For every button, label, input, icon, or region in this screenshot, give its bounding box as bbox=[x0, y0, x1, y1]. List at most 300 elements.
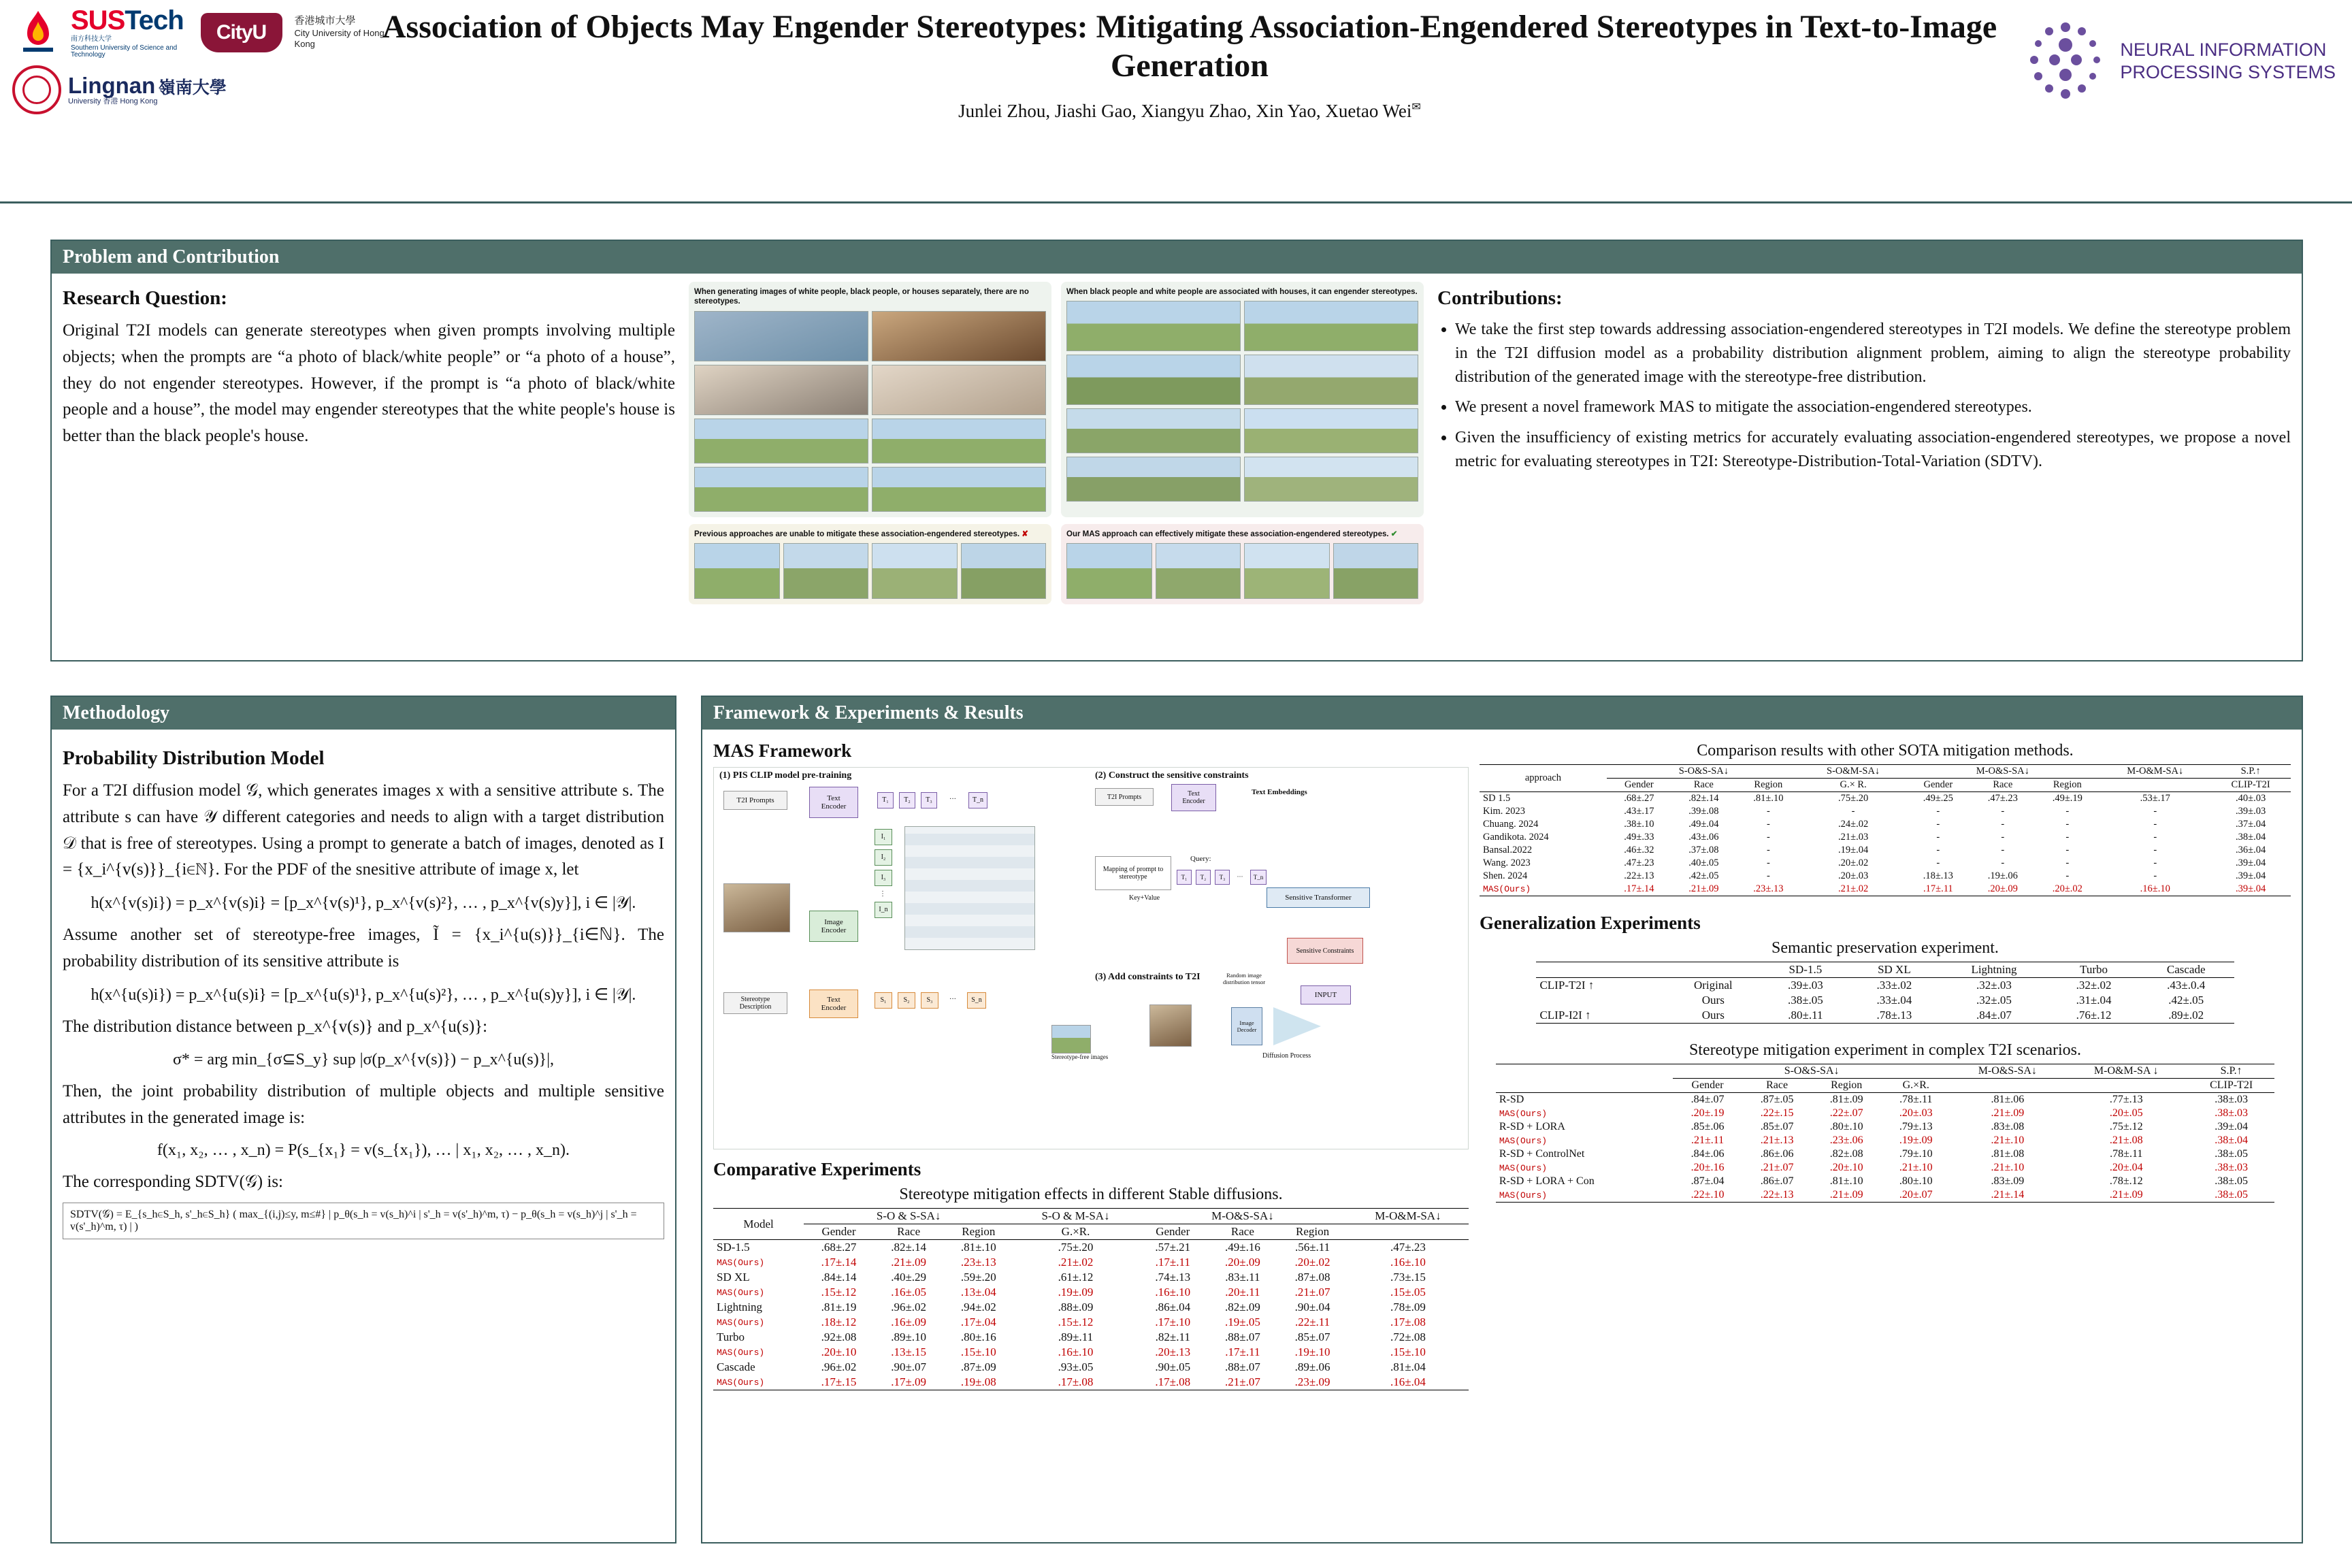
table-cell: .32±.02 bbox=[2076, 979, 2112, 992]
table-cell: .17±.08 bbox=[1058, 1375, 1094, 1388]
table-cell: .17±.11 bbox=[1225, 1345, 1260, 1358]
table-header-row bbox=[1480, 765, 2291, 779]
table-cell: .19±.08 bbox=[960, 1375, 996, 1388]
table-cell: - bbox=[2001, 819, 2005, 830]
table-sd-title: Stereotype mitigation effects in different Stable diffusions. bbox=[899, 1186, 1283, 1203]
row-label: Kim. 2023 bbox=[1483, 806, 1526, 817]
table-cell: .20±.02 bbox=[1294, 1256, 1330, 1269]
table-cell: .17±.09 bbox=[891, 1375, 927, 1388]
table-cell: .74±.13 bbox=[1155, 1271, 1191, 1284]
table-cell: .88±.07 bbox=[1224, 1360, 1260, 1373]
table-cell: .20±.10 bbox=[821, 1345, 857, 1358]
sample-image bbox=[1066, 355, 1241, 405]
table-cell: .17±.11 bbox=[1923, 883, 1953, 894]
column-group-header: approach bbox=[1524, 772, 1561, 783]
table-cell: - bbox=[2001, 806, 2005, 817]
row-label: SD-1.5 bbox=[717, 1241, 750, 1254]
sample-image bbox=[783, 543, 869, 599]
row-label: MAS(Ours) bbox=[1499, 1162, 1548, 1173]
sample-image bbox=[694, 543, 780, 599]
column-group-header: M-O&S-SA↓ bbox=[1978, 1065, 2037, 1077]
table-cell: .96±.02 bbox=[821, 1360, 857, 1373]
table-row bbox=[713, 1315, 1469, 1330]
table-cell: - bbox=[1766, 870, 1770, 881]
table-row bbox=[1480, 805, 2291, 818]
table-row bbox=[713, 1330, 1469, 1345]
panel-methodology-title: Methodology bbox=[52, 697, 675, 730]
row-label: Gandikota. 2024 bbox=[1483, 832, 1549, 843]
table-cell: .75±.20 bbox=[1838, 793, 1869, 804]
sustech-sub: Southern University of Science and Technology bbox=[71, 44, 178, 59]
sample-image bbox=[1333, 543, 1419, 599]
table-cell: .43±.0.4 bbox=[2167, 979, 2206, 992]
table-cell: .21±.10 bbox=[1991, 1134, 2025, 1146]
table-cell: .21±.02 bbox=[1838, 883, 1869, 894]
generalization-heading: Generalization Experiments bbox=[1480, 913, 1701, 933]
table-cell: .18±.12 bbox=[821, 1316, 857, 1328]
column-header: G.× R. bbox=[1840, 779, 1867, 790]
figure-bottom-right-caption bbox=[1066, 529, 1418, 539]
methodology-para2: Assume another set of stereotype-free images, Ĩ = {x_i^{u(s)}}_{i∈ℕ}. The probability distribution of its sensitive attribute is bbox=[63, 926, 664, 970]
table-cell: .77±.13 bbox=[2109, 1094, 2143, 1105]
sample-image bbox=[1066, 457, 1241, 502]
table-cell: .39±.03 bbox=[1787, 979, 1823, 992]
table-cell: .15±.12 bbox=[1058, 1316, 1094, 1328]
table-cell: .38±.05 bbox=[2215, 1189, 2249, 1200]
table-sota-comparison bbox=[1480, 764, 2291, 896]
table-cell: .36±.04 bbox=[2236, 845, 2266, 855]
cityu-en: City University of Hong Kong bbox=[294, 28, 385, 50]
table-cell: .78±.12 bbox=[2109, 1175, 2143, 1187]
table-cell: .21±.13 bbox=[1760, 1134, 1794, 1146]
diagram-stereotype-free: Stereotype-free images bbox=[1051, 1054, 1109, 1060]
diagram-keyvalue: Key+Value bbox=[1129, 894, 1160, 902]
table-row bbox=[713, 1300, 1469, 1315]
table-cell: .82±.11 bbox=[1155, 1330, 1190, 1343]
row-label: Wang. 2023 bbox=[1483, 858, 1531, 868]
table-cell: .15±.10 bbox=[960, 1345, 996, 1358]
table-cell: .80±.11 bbox=[1788, 1009, 1823, 1022]
column-header: Region bbox=[962, 1225, 996, 1238]
row-label: MAS(Ours) bbox=[717, 1347, 765, 1358]
methodology-para1: For a T2I diffusion model 𝒢, which generates images x with a sensitive attribute s. The attribute s can have 𝒴 different categories and needs to align with a target distribution 𝒟 that is free of stereotypes. Using a prompt to generate a batch of images, denoted as I = {x_i^{v(s)}}_{i∈ℕ}. For the PDF of the snesitive attribute of image x, let bbox=[63, 781, 664, 879]
figure-top-left bbox=[689, 282, 1051, 517]
table-complex-scenarios bbox=[1496, 1064, 2274, 1203]
diagram-t2i-prompts-2: T2I Prompts bbox=[1095, 788, 1154, 806]
header-divider bbox=[0, 201, 2352, 203]
figure-bottom-right bbox=[1061, 524, 1424, 604]
diagram-output-image bbox=[1149, 1004, 1192, 1047]
diagram-free-image bbox=[1051, 1025, 1091, 1054]
neurips-line1: NEURAL INFORMATION bbox=[2120, 39, 2327, 61]
diagram-random-noise: Random image distribution tensor bbox=[1222, 972, 1266, 985]
table-cell: .20±.10 bbox=[1829, 1162, 1863, 1173]
table-cell: .85±.07 bbox=[1294, 1330, 1330, 1343]
page-title: Association of Objects May Engender Stereotypes: Mitigating Association-Engendered Stereotypes in Text-to-Image Generation bbox=[382, 9, 1997, 84]
research-question-text: Original T2I models can generate stereotypes when given prompts involving multiple objects; when the prompts are “a photo of black/white people” or “a photo of a house”, they do not engender stereotypes. However, if the prompt is “a photo of black/white people and a house”, the model may engender stereotypes that the white people's house is better than the black people's house. bbox=[63, 321, 675, 445]
neurips-logo bbox=[2022, 18, 2336, 105]
table-subheader-row bbox=[713, 1224, 1469, 1240]
diagram-sample-face bbox=[723, 883, 790, 932]
table-cell: .39±.03 bbox=[2236, 806, 2266, 817]
table-cell: .20±.19 bbox=[1690, 1107, 1725, 1119]
table-cell: .87±.05 bbox=[1760, 1094, 1794, 1105]
figure-bottom-left bbox=[689, 524, 1051, 604]
table-complex-title: Stereotype mitigation experiment in complex T2I scenarios. bbox=[1688, 1041, 2082, 1059]
table-cell: .21±.10 bbox=[1899, 1162, 1933, 1173]
column-header: Region bbox=[2053, 779, 2082, 790]
table-cell: .38±.03 bbox=[2215, 1162, 2249, 1173]
research-question-block bbox=[63, 282, 675, 663]
table-sota-title: Comparison results with other SOTA mitigation methods. bbox=[1697, 742, 2074, 760]
table-cell: .56±.11 bbox=[1294, 1241, 1330, 1254]
diagram-step-3: (3) Add constraints to T2I bbox=[1095, 972, 1200, 982]
row-label bbox=[1536, 993, 1665, 1008]
column-header bbox=[1950, 1079, 2064, 1093]
table-cell: .19±.09 bbox=[1058, 1286, 1094, 1298]
table-cell: .19±.09 bbox=[1899, 1134, 1933, 1146]
table-cell: .47±.23 bbox=[1624, 858, 1654, 868]
table-cell: - bbox=[2065, 845, 2070, 855]
table-cell: .21±.09 bbox=[891, 1256, 927, 1269]
table-cell: .59±.20 bbox=[960, 1271, 996, 1284]
table-cell: - bbox=[1936, 832, 1940, 843]
table-cell: .32±.03 bbox=[1976, 979, 2012, 992]
table-cell: - bbox=[1936, 845, 1940, 855]
table-cell: .33±.04 bbox=[1876, 994, 1912, 1007]
table-cell: .79±.10 bbox=[1899, 1148, 1933, 1160]
table-cell: .22±.13 bbox=[1624, 870, 1654, 881]
table-cell: .20±.13 bbox=[1155, 1345, 1191, 1358]
table-cell: .38±.05 bbox=[2215, 1175, 2249, 1187]
table-cell: .32±.05 bbox=[1976, 994, 2012, 1007]
table-cell: - bbox=[2153, 806, 2157, 817]
table-cell: .19±.10 bbox=[1294, 1345, 1330, 1358]
row-label: Turbo bbox=[717, 1330, 745, 1343]
table-cell: - bbox=[2065, 870, 2070, 881]
table-cell: .23±.13 bbox=[960, 1256, 996, 1269]
table-row bbox=[713, 1375, 1469, 1390]
methodology-para3: The distribution distance between p_x^{v(s)} and p_x^{u(s)}: bbox=[63, 1017, 488, 1036]
table-cell: .22±.13 bbox=[1760, 1189, 1794, 1200]
methodology-para5: The corresponding SDTV(𝒢) is: bbox=[63, 1172, 283, 1191]
row-variant: Ours bbox=[1701, 1009, 1725, 1022]
fig-br-text: Our MAS approach can effectively mitigate these association-engendered stereotypes. bbox=[1066, 529, 1389, 538]
table-cell: .90±.04 bbox=[1294, 1301, 1330, 1313]
table-row bbox=[1496, 1120, 2274, 1134]
table-cell: .16±.10 bbox=[1155, 1286, 1191, 1298]
diagram-image-decoder: Image Decoder bbox=[1231, 1007, 1262, 1045]
sample-image bbox=[872, 467, 1046, 512]
column-group-header: M-O&M-SA↓ bbox=[1375, 1209, 1441, 1222]
diagram-mapping: Mapping of prompt to stereotype bbox=[1095, 856, 1171, 890]
table-row bbox=[1480, 792, 2291, 806]
table-cell: - bbox=[2065, 858, 2070, 868]
table-cell: .61±.12 bbox=[1058, 1271, 1094, 1284]
column-header: G.×R. bbox=[1902, 1079, 1929, 1091]
column-header: Race bbox=[1993, 779, 2013, 790]
contributions-heading: Contributions: bbox=[1437, 287, 1563, 309]
column-group-header: S-O & S-SA↓ bbox=[876, 1209, 941, 1222]
diagram-diffusion-process: Diffusion Process bbox=[1262, 1052, 1311, 1060]
table-cell: .53±.17 bbox=[2140, 793, 2170, 804]
table-cell: .21±.11 bbox=[1690, 1134, 1725, 1146]
table-cell: .21±.07 bbox=[1760, 1162, 1794, 1173]
column-header bbox=[1665, 962, 1761, 978]
table-cell: .21±.08 bbox=[2109, 1134, 2143, 1146]
table-row bbox=[1480, 818, 2291, 831]
table-cell: .39±.04 bbox=[2236, 870, 2266, 881]
table-header-row bbox=[1536, 962, 2234, 978]
table-cell: .20±.02 bbox=[1838, 858, 1869, 868]
diagram-text-encoder-3: Text Encoder bbox=[1171, 784, 1216, 811]
column-header: Gender bbox=[1691, 1079, 1724, 1091]
table-cell: .89±.06 bbox=[1294, 1360, 1330, 1373]
table-cell: .31±.04 bbox=[2076, 994, 2112, 1007]
equation-3: σ* = arg min_{σ⊆S_y} sup |σ(p_x^{v(s)}) − p_x^{u(s)}|, bbox=[172, 1051, 555, 1069]
table-cell: - bbox=[2065, 806, 2070, 817]
table-cell: .84±.14 bbox=[821, 1271, 857, 1284]
table-cell: .84±.07 bbox=[1976, 1009, 2012, 1022]
sample-image bbox=[694, 311, 868, 361]
table-cell: .78±.11 bbox=[2110, 1148, 2143, 1160]
column-header bbox=[2100, 779, 2210, 792]
table-row bbox=[1536, 993, 2234, 1008]
column-group-header: M-O&M-SA↓ bbox=[2127, 766, 2184, 777]
table-cell: .20±.03 bbox=[1899, 1107, 1933, 1119]
equation-4: f(x₁, x₂, … , x_n) = P(s_{x₁} = v(s_{x₁}), … | x₁, x₂, … , x_n). bbox=[157, 1141, 570, 1159]
table-cell: .49±.04 bbox=[1688, 819, 1719, 830]
table-cell: .22±.10 bbox=[1690, 1189, 1725, 1200]
table-cell: .84±.07 bbox=[1690, 1094, 1725, 1105]
table-cell: .87±.08 bbox=[1294, 1271, 1330, 1284]
sample-image bbox=[1244, 543, 1330, 599]
table-cell: .40±.03 bbox=[2236, 793, 2266, 804]
list-item: • We take the first step towards addressing association-engendered stereotypes in T2I models. We define the stereotype problem in the T2I diffusion model as a probability distribution alignment problem, aiming to align the stereotype probability distribution of the generated image with the stereotype-free distribution. bbox=[1455, 318, 2291, 389]
table-cell: - bbox=[2001, 832, 2005, 843]
sample-image bbox=[694, 467, 868, 512]
contributions-list bbox=[1437, 318, 2291, 474]
table-cell: .38±.03 bbox=[2215, 1094, 2249, 1105]
table-cell: .85±.06 bbox=[1690, 1121, 1725, 1132]
left-logos bbox=[12, 7, 393, 114]
lingnan-cn: 嶺南大學 bbox=[158, 78, 227, 97]
flame-icon bbox=[12, 7, 64, 59]
sample-image bbox=[1244, 301, 1418, 351]
table-cell: .39±.04 bbox=[2215, 1121, 2249, 1132]
column-header: SD XL bbox=[1878, 963, 1911, 976]
neurips-text bbox=[2120, 39, 2336, 84]
neurips-line2: PROCESSING SYSTEMS bbox=[2120, 62, 2336, 82]
research-question-heading: Research Question: bbox=[63, 287, 227, 309]
figure-bottom-left-caption bbox=[694, 529, 1046, 539]
diagram-similarity-matrix bbox=[904, 826, 1035, 950]
table-cell: .17±.08 bbox=[1155, 1375, 1191, 1388]
row-label: MAS(Ours) bbox=[717, 1287, 765, 1298]
sustech-logo bbox=[12, 7, 189, 59]
table-cell: .57±.21 bbox=[1155, 1241, 1191, 1254]
table-row bbox=[1496, 1093, 2274, 1107]
table-cell: .78±.09 bbox=[1390, 1301, 1426, 1313]
list-item: • We present a novel framework MAS to mitigate the association-engendered stereotypes. bbox=[1455, 395, 2291, 419]
author-list bbox=[381, 100, 1998, 122]
table-cell: .22±.11 bbox=[1294, 1316, 1330, 1328]
row-label: R-SD bbox=[1499, 1094, 1524, 1105]
methodology-heading: Probability Distribution Model bbox=[63, 747, 325, 769]
table-cell: .39±.04 bbox=[2236, 883, 2266, 894]
column-group-header: M-O&S-SA↓ bbox=[1976, 766, 2029, 777]
table-cell: .96±.02 bbox=[891, 1301, 927, 1313]
table-cell: .37±.04 bbox=[2236, 819, 2266, 830]
column-header: Race bbox=[897, 1225, 921, 1238]
diagram-sensitive-constraints: Sensitive Constraints bbox=[1287, 938, 1363, 964]
diagram-query-label: Query: bbox=[1190, 855, 1211, 863]
sample-image bbox=[872, 543, 958, 599]
table-cell: .17±.08 bbox=[1390, 1316, 1426, 1328]
table-cell: .49±.16 bbox=[1224, 1241, 1260, 1254]
column-group-header: M-O&M-SA ↓ bbox=[2093, 1065, 2159, 1077]
methodology-para4: Then, the joint probability distribution of multiple objects and multiple sensitive attributes in the generated image is: bbox=[63, 1082, 664, 1127]
table-cell: .46±.32 bbox=[1624, 845, 1654, 855]
row-label: Cascade bbox=[717, 1360, 755, 1373]
sample-image bbox=[694, 365, 868, 415]
sample-image bbox=[872, 311, 1046, 361]
table-cell: .17±.04 bbox=[960, 1316, 996, 1328]
table-cell: .81±.09 bbox=[1829, 1094, 1863, 1105]
table-cell: .38±.05 bbox=[2215, 1148, 2249, 1160]
table-cell: - bbox=[2065, 832, 2070, 843]
row-label: MAS(Ours) bbox=[717, 1317, 765, 1328]
row-label: MAS(Ours) bbox=[1499, 1190, 1548, 1200]
sample-image bbox=[694, 419, 868, 463]
table-cell: .21±.07 bbox=[1294, 1286, 1330, 1298]
table-cell: .88±.07 bbox=[1224, 1330, 1260, 1343]
neurips-dots-icon bbox=[2022, 18, 2109, 105]
row-label: Shen. 2024 bbox=[1483, 870, 1528, 881]
diagram-text-encoder: Text Encoder bbox=[809, 787, 858, 818]
table-cell: .80±.16 bbox=[960, 1330, 996, 1343]
sustech-cn: 南方科技大学 bbox=[71, 35, 112, 43]
table-cell: .86±.06 bbox=[1760, 1148, 1794, 1160]
table-cell: .73±.15 bbox=[1390, 1271, 1426, 1284]
column-header: Gender bbox=[1624, 779, 1654, 790]
equation-5: SDTV(𝒢) = E_{s_h∈S_h, s'_h∈S_h} ( max_{(i,j)≤y, m≤#} | p_θ(s_h = v(s_h)^i | s'_h = v(s'_h)^m, τ) − p_θ(s_h = v(s_h)^j | s'_h = v(s'_h)^m, τ) | ) bbox=[63, 1203, 664, 1239]
diagram-decoder-shape bbox=[1273, 1007, 1321, 1045]
table-cell: .17±.10 bbox=[1155, 1316, 1191, 1328]
authors-text: Junlei Zhou, Jiashi Gao, Xiangyu Zhao, Xin Yao, Xuetao Wei bbox=[958, 101, 1412, 122]
table-cell: .89±.10 bbox=[891, 1330, 927, 1343]
table-cell: .16±.05 bbox=[891, 1286, 927, 1298]
table-cell: .72±.08 bbox=[1390, 1330, 1426, 1343]
table-cell: .17±.15 bbox=[821, 1375, 857, 1388]
cityu-logo bbox=[201, 13, 282, 52]
cross-icon: ✘ bbox=[1022, 529, 1028, 538]
table-cell: .83±.08 bbox=[1991, 1121, 2025, 1132]
panel-problem-title: Problem and Contribution bbox=[52, 241, 2302, 274]
table-cell: .19±.05 bbox=[1224, 1316, 1260, 1328]
table-cell: .39±.04 bbox=[2236, 858, 2266, 868]
diagram-t2i-prompts: T2I Prompts bbox=[723, 791, 787, 810]
table-cell: .16±.10 bbox=[1058, 1345, 1094, 1358]
row-label: MAS(Ours) bbox=[717, 1377, 765, 1388]
cityu-text bbox=[295, 15, 393, 50]
row-label: R-SD + LORA + Con bbox=[1499, 1175, 1595, 1187]
row-label: MAS(Ours) bbox=[1499, 1135, 1548, 1146]
table-row bbox=[1480, 870, 2291, 883]
column-group-header: S.P.↑ bbox=[2220, 1065, 2242, 1077]
table-stable-diffusions bbox=[713, 1208, 1469, 1390]
table-cell: .15±.12 bbox=[821, 1286, 857, 1298]
table-cell: .33±.02 bbox=[1876, 979, 1912, 992]
table-cell: .78±.11 bbox=[1899, 1094, 1933, 1105]
table-cell: - bbox=[2153, 819, 2157, 830]
sample-image bbox=[1066, 408, 1241, 453]
column-group-header: Model bbox=[743, 1217, 774, 1230]
table-row bbox=[1480, 883, 2291, 896]
table-cell: .16±.04 bbox=[1390, 1375, 1426, 1388]
figure-top-right bbox=[1061, 282, 1424, 517]
diagram-step-1: (1) PIS CLIP model pre-training bbox=[719, 770, 852, 781]
table-header-row bbox=[1496, 1064, 2274, 1079]
table-cell: .81±.04 bbox=[1390, 1360, 1426, 1373]
table-cell: .68±.27 bbox=[1624, 793, 1654, 804]
table-cell: - bbox=[2153, 858, 2157, 868]
table-cell: .38±.03 bbox=[2215, 1107, 2249, 1119]
column-header: Gender bbox=[821, 1225, 856, 1238]
diagram-text-tokens: T₁ T₂ T₃ ··· T_n bbox=[877, 792, 987, 808]
table-semantic-preservation bbox=[1536, 962, 2234, 1024]
row-label: Lightning bbox=[717, 1301, 763, 1313]
table-cell: .16±.10 bbox=[1390, 1256, 1426, 1269]
table-cell: .47±.23 bbox=[1390, 1241, 1426, 1254]
table-row bbox=[1496, 1188, 2274, 1203]
table-cell: .40±.29 bbox=[891, 1271, 927, 1284]
column-header bbox=[2064, 1079, 2188, 1093]
table-cell: .40±.05 bbox=[1688, 858, 1719, 868]
sample-image bbox=[1244, 457, 1418, 502]
table-cell: .22±.15 bbox=[1760, 1107, 1794, 1119]
problem-figure bbox=[689, 282, 1424, 663]
diagram-text-embeddings: Text Embeddings bbox=[1252, 788, 1307, 796]
table-cell: - bbox=[2065, 819, 2070, 830]
table-row bbox=[713, 1285, 1469, 1300]
table-row bbox=[1480, 831, 2291, 844]
table-cell: .13±.15 bbox=[891, 1345, 927, 1358]
table-cell: .24±.02 bbox=[1838, 819, 1869, 830]
column-header: Race bbox=[1230, 1225, 1254, 1238]
column-header: Gender bbox=[1156, 1225, 1190, 1238]
table-cell: .20±.07 bbox=[1899, 1189, 1933, 1200]
diagram-text-encoder-2: Text Encoder bbox=[809, 990, 858, 1018]
table-cell: .76±.12 bbox=[2076, 1009, 2112, 1022]
table-cell: .89±.11 bbox=[1058, 1330, 1094, 1343]
table-cell: .38±.04 bbox=[2236, 832, 2266, 843]
row-label: R-SD + ControlNet bbox=[1499, 1148, 1585, 1160]
row-label: MAS(Ours) bbox=[1483, 884, 1531, 894]
table-cell: .86±.07 bbox=[1760, 1175, 1794, 1187]
table-cell: - bbox=[1851, 806, 1855, 817]
table-cell: .88±.09 bbox=[1058, 1301, 1094, 1313]
column-header: Region bbox=[1831, 1079, 1863, 1091]
table-cell: .86±.04 bbox=[1155, 1301, 1191, 1313]
table-cell: .75±.12 bbox=[2109, 1121, 2143, 1132]
table-cell: .49±.25 bbox=[1923, 793, 1953, 804]
mas-diagram bbox=[713, 767, 1469, 1149]
table-row bbox=[1496, 1147, 2274, 1161]
table-cell: - bbox=[1936, 819, 1940, 830]
table-cell: .19±.06 bbox=[1987, 870, 2018, 881]
sample-image bbox=[872, 419, 1046, 463]
